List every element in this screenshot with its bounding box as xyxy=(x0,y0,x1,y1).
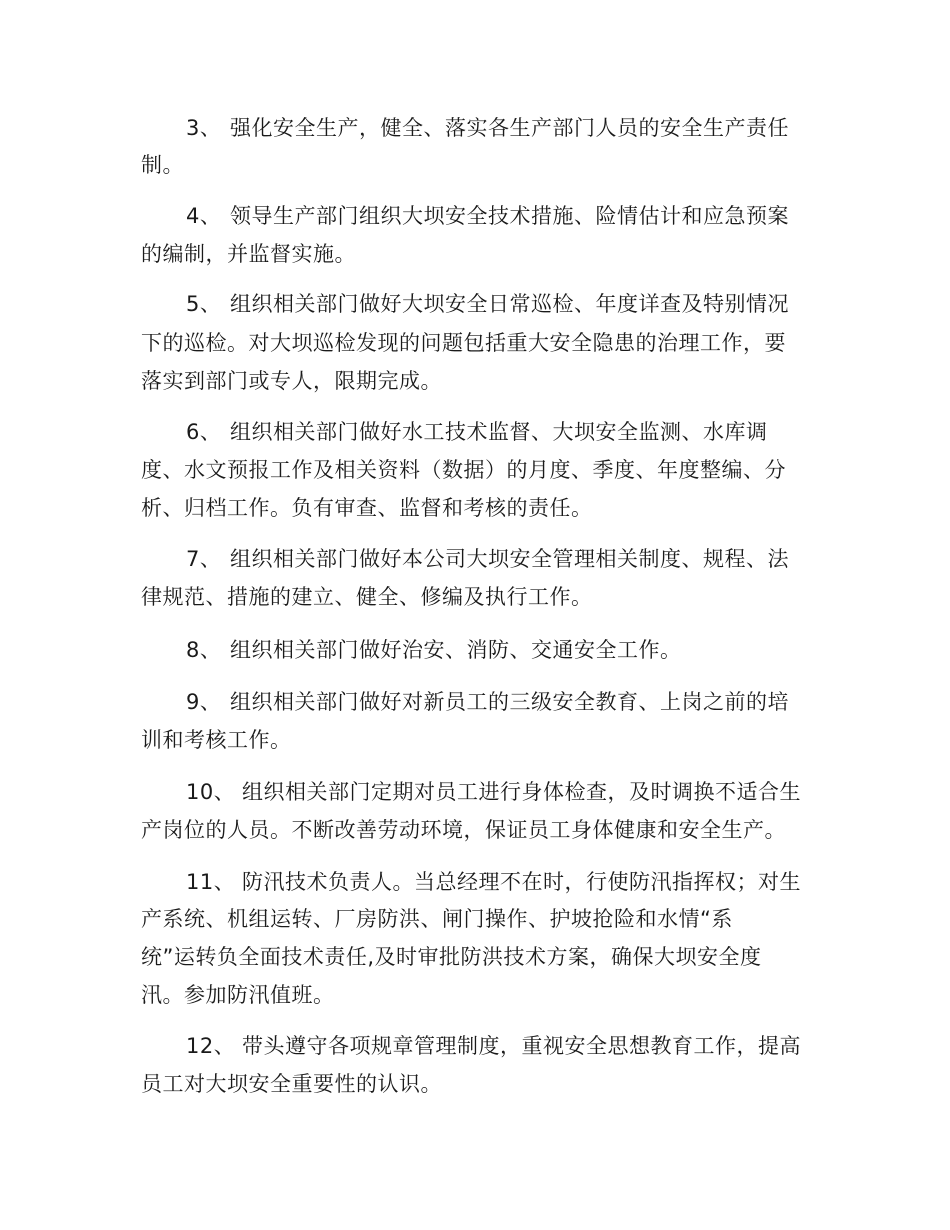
item-number: 8、 xyxy=(186,638,222,662)
list-item-line: 落实到部门或专人，限期完成。 xyxy=(141,369,442,393)
list-item-line: 统”运转负全面技术责任,及时审批防洪技术方案，确保大坝安全度 xyxy=(141,945,762,969)
item-text: 防汛技术负责人。当总经理不在时，行使防汛指挥权；对生 xyxy=(242,870,801,894)
list-item-line: 下的巡检。对大坝巡检发现的问题包括重大安全隐患的治理工作，要 xyxy=(141,331,786,355)
item-number: 12、 xyxy=(186,1034,236,1058)
list-item-first-line xyxy=(186,290,789,318)
item-number: 11、 xyxy=(186,870,236,894)
item-number: 7、 xyxy=(186,547,222,571)
item-text: 强化安全生产，健全、落实各生产部门人员的安全生产责任 xyxy=(230,116,789,140)
item-text: 组织相关部门做好大坝安全日常巡检、年度详查及特别情况 xyxy=(230,292,789,316)
list-item-first-line xyxy=(186,868,801,896)
item-text: 组织相关部门做好水工技术监督、大坝安全监测、水库调 xyxy=(230,420,768,444)
list-item-line: 的编制，并监督实施。 xyxy=(141,242,356,266)
list-item-first-line xyxy=(186,545,789,573)
list-item-first-line xyxy=(186,636,682,664)
list-item-line: 产岗位的人员。不断改善劳动环境，保证员工身体健康和安全生产。 xyxy=(141,818,786,842)
list-item-line: 员工对大坝安全重要性的认识。 xyxy=(141,1072,442,1096)
item-text: 组织相关部门做好对新员工的三级安全教育、上岗之前的培 xyxy=(230,690,789,714)
item-number: 5、 xyxy=(186,292,222,316)
list-item-first-line xyxy=(186,202,789,230)
list-item-first-line xyxy=(186,418,768,446)
item-text: 组织相关部门定期对员工进行身体检查，及时调换不适合生 xyxy=(242,780,801,804)
item-number: 9、 xyxy=(186,690,222,714)
list-item-line: 训和考核工作。 xyxy=(141,728,292,752)
item-text: 带头遵守各项规章管理制度，重视安全思想教育工作，提高 xyxy=(242,1034,801,1058)
item-number: 4、 xyxy=(186,204,222,228)
list-item-first-line xyxy=(186,114,789,142)
list-item-line: 律规范、措施的建立、健全、修编及执行工作。 xyxy=(141,585,593,609)
item-number: 10、 xyxy=(186,780,236,804)
item-text: 组织相关部门做好治安、消防、交通安全工作。 xyxy=(230,638,682,662)
item-text: 领导生产部门组织大坝安全技术措施、险情估计和应急预案 xyxy=(230,204,789,228)
item-number: 6、 xyxy=(186,420,222,444)
item-text: 组织相关部门做好本公司大坝安全管理相关制度、规程、法 xyxy=(230,547,789,571)
list-item-line: 产系统、机组运转、厂房防洪、闸门操作、护坡抢险和水情“系 xyxy=(141,907,733,931)
list-item-line: 度、水文预报工作及相关资料（数据）的月度、季度、年度整编、分 xyxy=(141,458,786,482)
list-item-first-line xyxy=(186,778,801,806)
item-number: 3、 xyxy=(186,116,222,140)
list-item-line: 制。 xyxy=(141,153,184,177)
list-item-first-line xyxy=(186,688,789,716)
list-item-line: 汛。参加防汛值班。 xyxy=(141,983,335,1007)
list-item-line: 析、归档工作。负有审查、监督和考核的责任。 xyxy=(141,496,593,520)
list-item-first-line xyxy=(186,1032,801,1060)
